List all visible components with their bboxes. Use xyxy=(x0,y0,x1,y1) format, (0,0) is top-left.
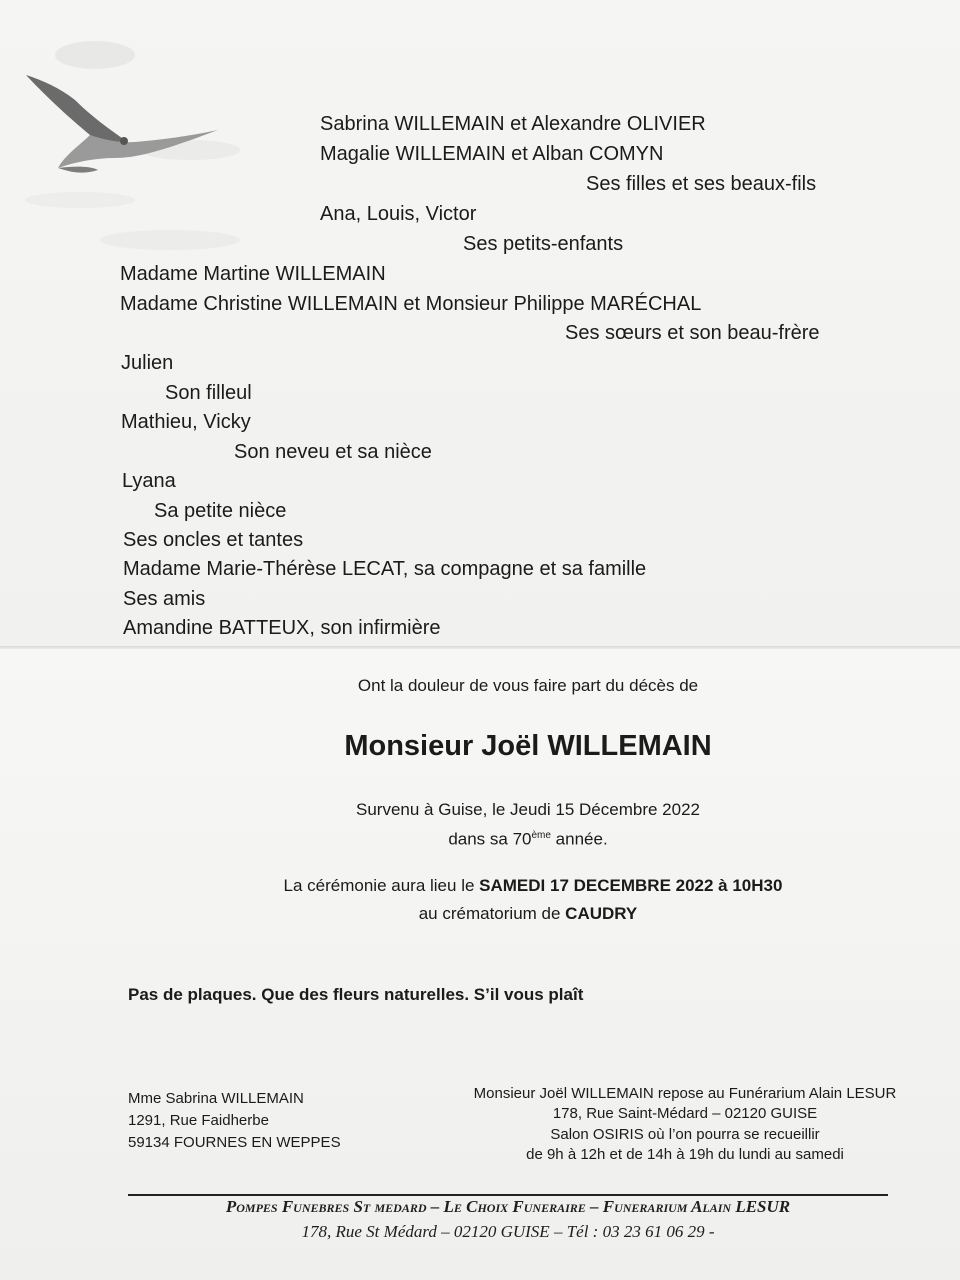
family-daughters-role: Ses filles et ses beaux-fils xyxy=(586,173,817,195)
family-grandniece-role: Sa petite nièce xyxy=(154,500,287,522)
ceremony-date: SAMEDI 17 DECEMBRE 2022 à 10H30 xyxy=(479,876,783,895)
family-grandniece: Lyana xyxy=(122,470,176,492)
family-grandchildren-role: Ses petits-enfants xyxy=(463,233,624,255)
bird-icon xyxy=(20,30,260,260)
age-suffix: année. xyxy=(550,829,608,849)
family-nephew: Mathieu, Vicky xyxy=(121,411,251,433)
contact-city: 59134 FOURNES EN WEPPES xyxy=(128,1134,341,1151)
footer-address: 178, Rue St Médard – 02120 GUISE – Tél : 03 23 61 06 29 - xyxy=(301,1222,715,1241)
rest-info-4: de 9h à 12h et de 14h à 19h du lundi au samedi xyxy=(526,1146,844,1163)
venue-prefix: au crématorium de xyxy=(418,904,566,923)
family-godson: Julien xyxy=(121,352,174,374)
rest-info-2: 178, Rue Saint-Médard – 02120 GUISE xyxy=(552,1105,818,1122)
footer-rule xyxy=(128,1194,888,1196)
footer-company: Pompes Funebres St medard – Le Choix Funeraire – Funerarium Alain LESUR xyxy=(225,1197,791,1216)
deceased-name: Monsieur Joël WILLEMAIN xyxy=(344,730,712,762)
contact-street: 1291, Rue Faidherbe xyxy=(128,1112,269,1129)
family-other-4: Amandine BATTEUX, son infirmière xyxy=(123,617,441,639)
age-prefix: dans sa 70 xyxy=(448,829,532,849)
family-sister-2: Madame Christine WILLEMAIN et Monsieur Philippe MARÉCHAL xyxy=(120,293,702,315)
rest-info-1: Monsieur Joël WILLEMAIN repose au Funérarium Alain LESUR xyxy=(473,1085,897,1102)
death-details: Survenu à Guise, le Jeudi 15 Décembre 2022 xyxy=(356,800,700,819)
contact-name: Mme Sabrina WILLEMAIN xyxy=(128,1090,304,1107)
family-other-2: Madame Marie-Thérèse LECAT, sa compagne et sa famille xyxy=(123,558,647,580)
venue-line xyxy=(0,902,960,926)
family-other-3: Ses amis xyxy=(123,588,206,610)
rest-info-3: Salon OSIRIS où l’on pourra se recueillir xyxy=(550,1126,820,1143)
family-grandchildren: Ana, Louis, Victor xyxy=(320,203,477,225)
family-sisters-role: Ses sœurs et son beau-frère xyxy=(565,322,820,344)
family-sister-1: Madame Martine WILLEMAIN xyxy=(120,263,386,285)
family-godson-role: Son filleul xyxy=(165,382,252,404)
ceremony-prefix: La cérémonie aura lieu le xyxy=(283,876,480,895)
family-nephew-role: Son neveu et sa nièce xyxy=(234,441,432,463)
age-line xyxy=(0,824,960,852)
age-superscript: ème xyxy=(531,830,551,841)
ceremony-line xyxy=(0,874,960,898)
family-daughter-1: Sabrina WILLEMAIN et Alexandre OLIVIER xyxy=(320,113,706,135)
flowers-notice: Pas de plaques. Que des fleurs naturelles. S’il vous plaît xyxy=(128,985,584,1004)
family-other-1: Ses oncles et tantes xyxy=(123,529,304,551)
family-daughter-2: Magalie WILLEMAIN et Alban COMYN xyxy=(320,143,664,165)
venue-name: CAUDRY xyxy=(565,904,638,923)
announcement-intro: Ont la douleur de vous faire part du décès de xyxy=(357,676,699,695)
